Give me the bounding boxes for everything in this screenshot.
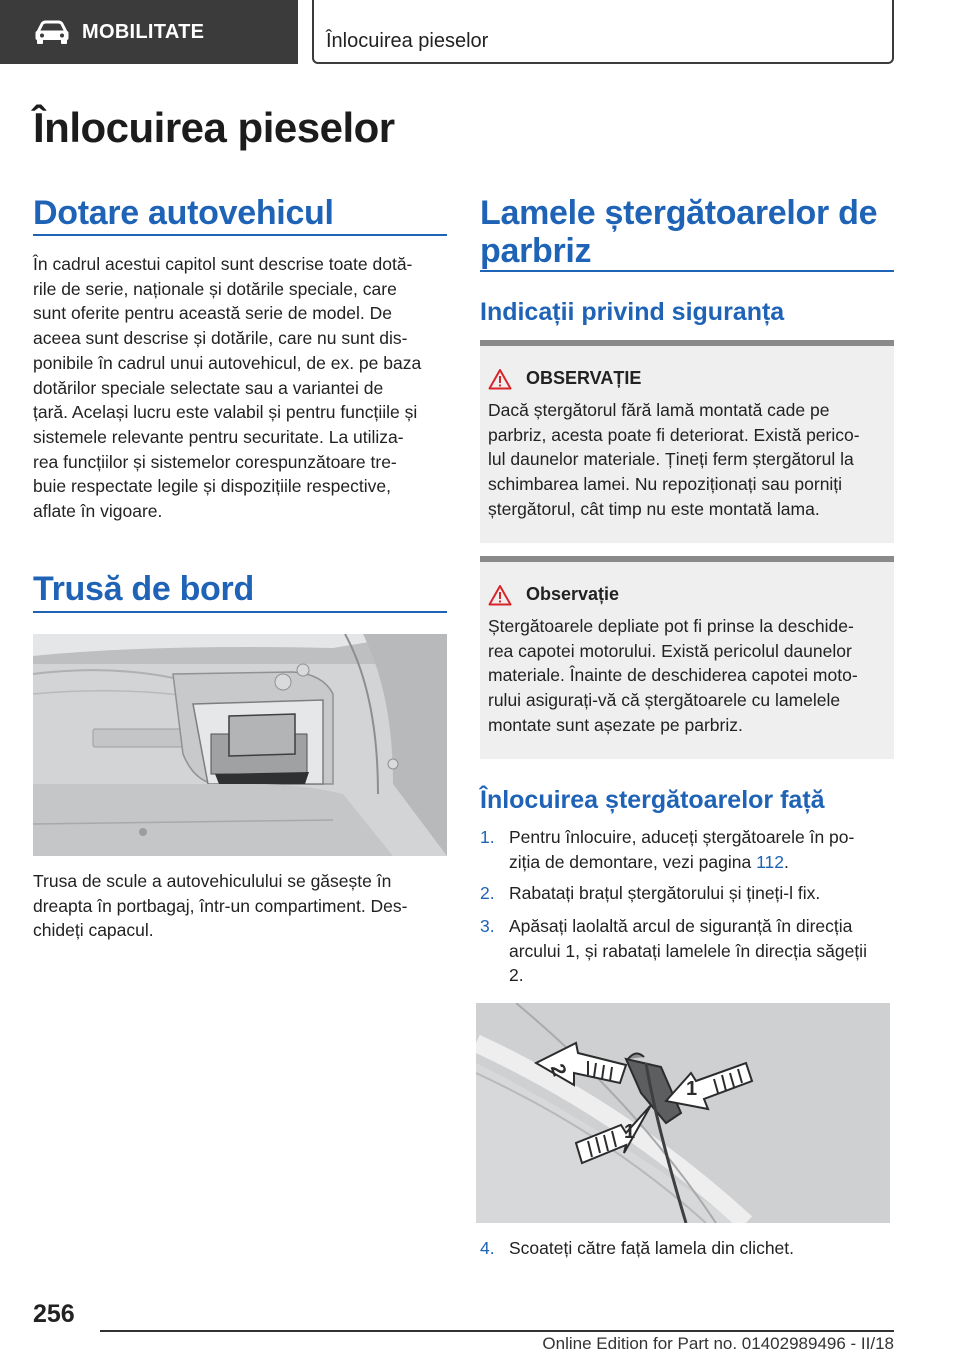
text-line (509, 850, 900, 875)
text-line: 2. (509, 965, 524, 986)
section-title-lamele (480, 194, 877, 270)
text-line: sunt oferite pentru această serie de model. De (33, 303, 392, 324)
title-line: parbriz (480, 232, 592, 270)
text-line: parbriz, acesta poate fi deteriorat. Există perico‐ (488, 424, 860, 445)
text-line: rului asigurați-vă că ștergătoarele cu lamelele (488, 690, 841, 711)
text-line: dotărilor speciale selectate sau a variantei de (33, 377, 384, 398)
text-span: . (784, 851, 789, 872)
label-2: 2 (545, 1061, 571, 1080)
warning-icon (488, 368, 512, 390)
text-line: buie respectate legile și dispozițiile respective, (33, 476, 391, 497)
header-chapter (312, 0, 894, 64)
list-text (509, 825, 900, 874)
list-text (509, 1236, 900, 1261)
list-item (480, 825, 900, 875)
notice-box-observatie-2 (480, 556, 894, 759)
notice-title: OBSERVAȚIE (526, 368, 642, 388)
text-line: ștergătorul, cât timp nu este montată lama. (488, 498, 820, 519)
section-rule (33, 611, 447, 613)
notice-body (488, 398, 886, 522)
paragraph-trusa (33, 869, 453, 943)
page-link[interactable]: 112 (756, 851, 784, 872)
notice-body (488, 614, 886, 738)
label-1: 1 (624, 1121, 636, 1143)
page-number: 256 (33, 1300, 75, 1328)
text-line: dreapta în portbagaj, într-un compartiment. Des‐ (33, 895, 408, 916)
list-number: 4. (480, 1238, 495, 1258)
text-line: În cadrul acestui capitol sunt descrise toate dotă‐ (33, 254, 413, 274)
list-text (509, 881, 900, 906)
title-line: Lamele ștergătoarelor de (480, 194, 878, 232)
subsection-title-inlocuire: Înlocuirea ștergătoarelor față (480, 786, 825, 814)
text-line: Ștergătoarele depliate pot fi prinse la deschide‐ (488, 616, 854, 636)
text-line: Rabatați brațul ștergătorului și țineți-l fix. (509, 883, 821, 903)
text-line: rea capotei motorului. Există pericolul daunelor (488, 640, 852, 661)
notice-bar (480, 340, 894, 346)
text-span: ziția de demontare, vezi pagina (509, 851, 757, 872)
list-text (509, 914, 900, 988)
wiper-blade-figure (476, 1003, 890, 1223)
paragraph-dotare (33, 252, 453, 524)
text-line: Scoateți către față lamela din clichet. (509, 1238, 795, 1258)
text-line: sistemele relevante pentru securitate. La utiliza‐ (33, 426, 404, 447)
text-line: aflate în vigoare. (33, 501, 163, 522)
text-line: țară. Același lucru este valabil și pentru funcțiile și (33, 402, 418, 423)
section-rule (480, 270, 894, 272)
text-line: Dacă ștergătorul fără lamă montată cade pe (488, 400, 830, 420)
header-chapter-label: Înlocuirea pieselor (326, 30, 489, 52)
list-item (480, 1236, 900, 1261)
footer-edition: Online Edition for Part no. 01402989496 - II/18 (542, 1334, 894, 1353)
text-line: aceea sunt descrise și dotările, care nu sunt dis‐ (33, 328, 408, 349)
text-line: rea funcțiilor și sistemelor corespunzătoare tre‐ (33, 451, 397, 472)
notice-box-observatie (480, 340, 894, 543)
footer-rule (100, 1330, 894, 1332)
text-line: Trusa de scule a autovehiculului se găsește în (33, 871, 392, 891)
text-line: ponibile în cadrul unui autovehicul, de ex. pe baza (33, 352, 422, 373)
label-1: 1 (686, 1078, 698, 1100)
list-number: 1. (480, 827, 495, 847)
list-number: 3. (480, 916, 495, 936)
list-item (480, 881, 900, 906)
text-line: materiale. Înainte de deschiderea capotei moto‐ (488, 665, 858, 686)
section-title-trusa: Trusă de bord (33, 570, 254, 608)
section-rule (33, 234, 447, 236)
list-number: 2. (480, 883, 495, 903)
text-line: rile de serie, naționale și dotările speciale, care (33, 278, 397, 299)
text-line: lul daunelor materiale. Țineți ferm ștergătorul la (488, 449, 854, 470)
text-line: Pentru înlocuire, aduceți ștergătoarele în po‐ (509, 827, 855, 847)
text-line: arcului 1, și rabatați lamelele în direcția săgeții (509, 940, 867, 961)
header-section-tab[interactable] (0, 0, 298, 64)
subsection-title-siguranta: Indicații privind siguranța (480, 298, 785, 326)
section-title-dotare: Dotare autovehicul (33, 194, 334, 232)
page-title: Înlocuirea pieselor (33, 104, 395, 151)
notice-title: Observație (526, 584, 620, 604)
text-line: Apăsați laolaltă arcul de siguranță în direcția (509, 916, 853, 936)
text-line: montate sunt așezate pe parbriz. (488, 714, 743, 735)
car-icon (34, 20, 70, 44)
list-item (480, 914, 900, 989)
notice-bar (480, 556, 894, 562)
warning-icon (488, 584, 512, 606)
trunk-toolkit-image (33, 634, 447, 856)
text-line: chideți capacul. (33, 920, 154, 941)
text-line: schimbarea lamei. Nu repoziționați sau porniți (488, 474, 843, 495)
header-section-label: MOBILITATE (82, 20, 205, 43)
